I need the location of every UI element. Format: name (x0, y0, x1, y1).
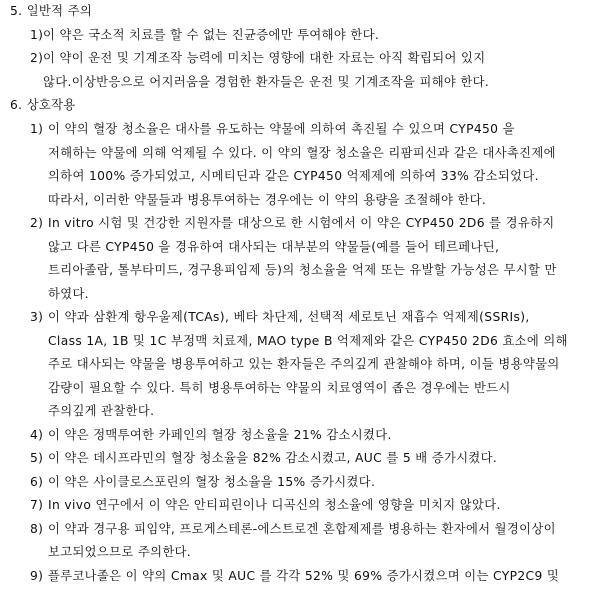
item-text-line: 보고되었으므로 주의한다. (48, 545, 192, 559)
item-text-line: 주로 대사되는 약물을 병용투여하고 있는 환자들은 주의깊게 관찰해야 하며, 이들 병용약물의 (48, 357, 560, 371)
item-text-line: 따라서, 이러한 약물들과 병용투여하는 경우에는 이 약의 용량을 조절해야 한다. (48, 193, 487, 207)
item-number: 2) (30, 216, 44, 230)
item-text-line: In vivo 연구에서 이 약은 안티피린이나 디곡신의 청소율에 영향을 미치지 않았다. (48, 498, 501, 512)
item-number: 9) (30, 569, 44, 583)
item-number: 2) (30, 51, 44, 65)
item-text-line: 이 약과 경구용 피임약, 프로게스테론-에스트로겐 혼합제제를 병용하는 환자에서 월경이상이 (48, 522, 556, 536)
item-text-line: 이 약은 정맥투여한 카페인의 혈장 청소율을 21% 감소시켰다. (48, 428, 392, 442)
item-text-line: In vitro 시험 및 건강한 지원자를 대상으로 한 시험에서 이 약은 CYP450 2D6 를 경유하지 (48, 216, 555, 230)
item-text-line: 하였다. (48, 287, 89, 301)
item-text-line: 이 약은 국소적 치료를 할 수 없는 진균증에만 투여해야 한다. (43, 28, 380, 42)
item-text-line: Class 1A, 1B 및 1C 부정맥 치료제, MAO type B 억제제와 같은 CYP450 2D6 효소에 의해 (48, 334, 568, 348)
item-number: 1) (30, 122, 44, 136)
item-text-line: 않다.이상반응으로 어지러움을 경험한 환자들은 운전 및 기계조작을 피해야 한다. (43, 75, 490, 89)
item-text-line: 이 약은 사이클로스포린의 혈장 청소율을 15% 증가시켰다. (48, 475, 376, 489)
item-text-line: 이 약이 운전 및 기계조작 능력에 미치는 영향에 대한 자료는 아직 확립되어 있지 (43, 51, 486, 65)
item-number: 1) (30, 28, 44, 42)
item-text-line: 플루코나졸은 이 약의 Cmax 및 AUC 를 각각 52% 및 69% 증가시켰으며 이는 CYP2C9 및 (48, 569, 560, 583)
item-number: 7) (30, 498, 44, 512)
item-number: 5) (30, 451, 44, 465)
item-number: 8) (30, 522, 44, 536)
item-text-line: 주의깊게 관찰한다. (48, 404, 155, 418)
item-text-line: 이 약은 데시프라민의 혈장 청소율을 82% 감소시켰고, AUC 를 5 배 증가시켰다. (48, 451, 498, 465)
item-text-line: 이 약과 삼환계 항우울제(TCAs), 베타 차단제, 선택적 세로토닌 재흡수 억제제(SSRIs), (48, 310, 530, 324)
section-6-heading: 6. 상호작용 (10, 98, 76, 112)
item-text-line: 저해하는 약물에 의해 억제될 수 있다. 이 약의 혈장 청소율은 리팜피신과 같은 대사촉진제에 (48, 146, 556, 160)
item-text-line: 의하여 100% 증가되었고, 시메티딘과 같은 CYP450 억제제에 의하여 33% 감소되었다. (48, 169, 539, 183)
item-text-line: 않고 다른 CYP450 을 경유하여 대사되는 대부분의 약물들(예를 들어 테르페나딘, (48, 240, 500, 254)
item-text-line: 트리아졸람, 톨부타미드, 경구용피임제 등)의 청소율을 억제 또는 유발할 가능성은 무시할 만 (48, 263, 557, 277)
item-number: 3) (30, 310, 44, 324)
section-5-heading: 5. 일반적 주의 (10, 4, 93, 18)
item-number: 4) (30, 428, 44, 442)
item-text-line: 이 약의 혈장 청소율은 대사를 유도하는 약물에 의하여 촉진될 수 있으며 CYP450 을 (48, 122, 515, 136)
item-number: 6) (30, 475, 44, 489)
item-text-line: 감량이 필요할 수 있다. 특히 병용투여하는 약물의 치료영역이 좁은 경우에는 반드시 (48, 381, 511, 395)
